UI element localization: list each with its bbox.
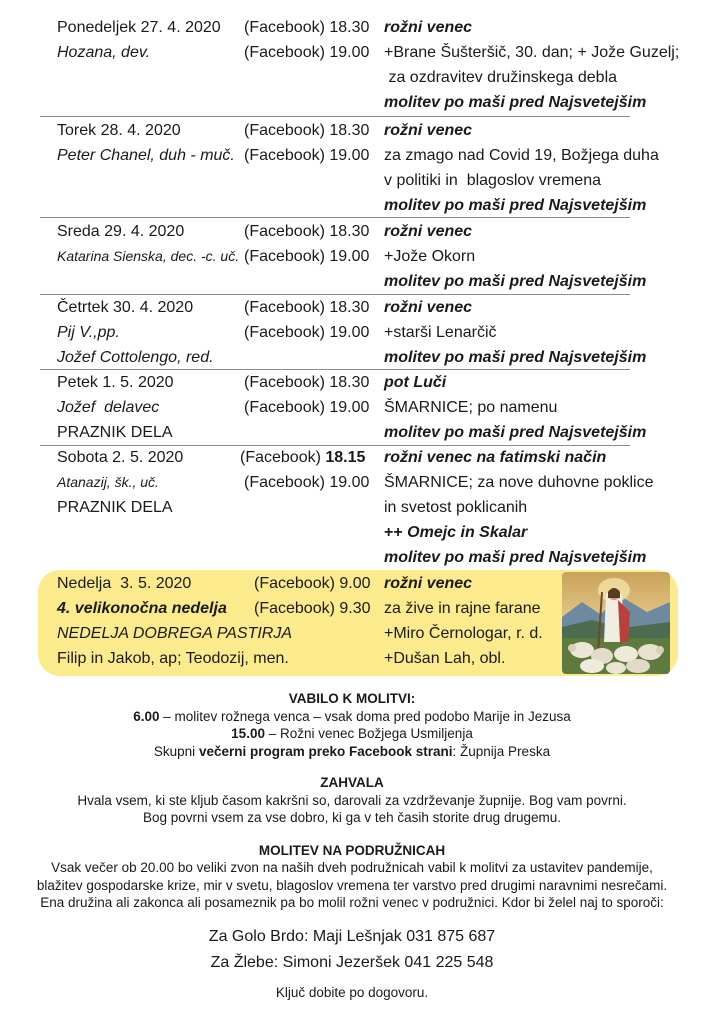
saint: Peter Chanel, duh - muč. (57, 147, 235, 164)
time-label: (Facebook) (240, 449, 326, 466)
intention: rožni venec na fatimski način (384, 449, 607, 466)
time (240, 445, 365, 470)
schedule-row (0, 445, 704, 470)
intention-prefix: ++ (384, 524, 408, 541)
saint: Atanazij, šk., uč. (57, 474, 159, 490)
prayer-text: – molitev rožnega venca – vsak doma pred podobo Marije in Jezusa (159, 708, 571, 724)
intention: rožni venec (384, 299, 473, 316)
schedule-row (0, 15, 704, 40)
divider (40, 217, 630, 218)
schedule-row (0, 90, 704, 115)
intention: ŠMARNICE; za nove duhovne poklice (384, 474, 654, 491)
intention: za zmago nad Covid 19, Božjega duha (384, 147, 659, 164)
day-date: Torek 28. 4. 2020 (57, 122, 181, 139)
intention: +Dušan Lah, obl. (384, 650, 506, 667)
time: (Facebook) 18.30 (244, 122, 370, 139)
intention: rožni venec (384, 223, 473, 240)
contact-zlebe: Za Žlebe: Simoni Jezeršek 041 225 548 (210, 953, 494, 971)
intention: +Miro Černologar, r. d. (384, 625, 543, 642)
day-date: Sobota 2. 5. 2020 (57, 449, 184, 466)
schedule-row (0, 520, 704, 545)
divider (40, 116, 630, 117)
day-date: Ponedeljek 27. 4. 2020 (57, 19, 221, 36)
intention-names: Omejc in Skalar (407, 524, 528, 541)
prayer-program: večerni program preko Facebook strani (198, 743, 453, 759)
time: (Facebook) 19.00 (244, 474, 370, 491)
thanks-line: Bog povrni vsem za vse dobro, ki ga v teh časih storite drug drugemu. (143, 810, 561, 825)
intention: za ozdravitev družinskega debla (384, 69, 618, 86)
prayer-text: – Rožni venec Božjega Usmiljenja (264, 726, 473, 741)
intention: molitev po maši pred Najsvetejšim (384, 197, 647, 214)
schedule-row (0, 219, 704, 244)
day-date: Četrtek 30. 4. 2020 (57, 299, 194, 316)
time-value: 18.15 (325, 449, 366, 466)
prayer-text: Skupni (153, 743, 199, 759)
schedule-row (0, 143, 704, 168)
day-date: Nedelja 3. 5. 2020 (57, 575, 192, 592)
saint: Katarina Sienska, dec. -c. uč. (57, 248, 240, 264)
time: (Facebook) 19.00 (244, 399, 370, 416)
sunday-title: 4. velikonočna nedelja (57, 600, 227, 617)
schedule-row (0, 168, 704, 193)
intention: v politiki in blagoslov vremena (384, 172, 601, 189)
day-date: Sreda 29. 4. 2020 (57, 223, 185, 240)
keys-note: Ključ dobite po dogovoru. (275, 984, 429, 1000)
good-shepherd-illustration (562, 572, 670, 674)
day-thursday (0, 295, 704, 370)
schedule-row (0, 269, 704, 294)
branch-line: Vsak večer ob 20.00 bo veliki zvon na naših dveh podružnicah vabil k molitvi za ustavitev pandemije, (51, 860, 653, 875)
sunday-subtitle: NEDELJA DOBREGA PASTIRJA (57, 625, 293, 642)
intention: za žive in rajne farane (384, 600, 541, 617)
intention: molitev po maši pred Najsvetejšim (384, 273, 647, 290)
feast-name: PRAZNIK DELA (57, 499, 173, 516)
prayer-invite-title: VABILO K MOLITVI: (288, 691, 416, 706)
contacts (0, 924, 704, 976)
prayer-line (0, 743, 704, 761)
announcements (0, 690, 704, 1001)
intention (384, 520, 527, 545)
schedule-row (0, 40, 704, 65)
time: (Facebook) 18.30 (244, 374, 370, 391)
time: (Facebook) 18.30 (244, 223, 370, 240)
schedule-row (0, 395, 704, 420)
time: (Facebook) 19.00 (244, 147, 370, 164)
thanks-title: ZAHVALA (320, 775, 384, 790)
branch-prayer-title: MOLITEV NA PODRUŽNICAH (258, 842, 446, 858)
saint: Hozana, dev. (57, 44, 151, 61)
saint: Jožef delavec (57, 399, 160, 416)
prayer-line (0, 725, 704, 743)
time: (Facebook) 9.30 (254, 600, 371, 617)
time: (Facebook) 19.00 (244, 324, 370, 341)
intention: ŠMARNICE; po namenu (384, 399, 558, 416)
good-shepherd-image (562, 572, 670, 674)
schedule-row (0, 193, 704, 218)
prayer-time: 6.00 (133, 708, 160, 724)
schedule-row (0, 244, 704, 269)
saint: Jožef Cottolengo, red. (57, 349, 214, 366)
intention: +Brane Šušteršič, 30. dan; + Jože Guzelj; (384, 44, 680, 61)
branch-line: Ena družina ali zakonca ali posameznik pa bo molil rožni venec v podružnici. Kdor bi želel naj to sporoči: (40, 895, 664, 910)
intention: +starši Lenarčič (384, 324, 497, 341)
schedule-row (0, 495, 704, 520)
intention: molitev po maši pred Najsvetejšim (384, 349, 647, 366)
time: (Facebook) 18.30 (244, 299, 370, 316)
day-monday (0, 15, 704, 115)
day-friday (0, 370, 704, 445)
intention: molitev po maši pred Najsvetejšim (384, 94, 647, 111)
saint: Pij V.,pp. (57, 324, 120, 341)
thanks-line: Hvala vsem, ki ste kljub časom kakršni so, darovali za vzdrževanje župnije. Bog vam povrni. (77, 792, 627, 808)
intention: rožni venec (384, 19, 473, 36)
schedule-row (0, 545, 704, 570)
schedule-row (0, 345, 704, 370)
intention: pot Luči (384, 374, 447, 391)
time: (Facebook) 9.00 (254, 575, 371, 592)
intention: rožni venec (384, 122, 473, 139)
schedule-row (0, 420, 704, 445)
intention: in svetost poklicanih (384, 499, 528, 516)
schedule-row (0, 370, 704, 395)
schedule-row (0, 320, 704, 345)
intention: +Jože Okorn (384, 248, 476, 265)
schedule-row (0, 470, 704, 495)
day-date: Petek 1. 5. 2020 (57, 374, 174, 391)
schedule-row (0, 295, 704, 320)
intention: molitev po maši pred Najsvetejšim (384, 424, 647, 441)
saint: Filip in Jakob, ap; Teodozij, men. (57, 650, 289, 667)
day-tuesday (0, 118, 704, 218)
prayer-line (0, 708, 704, 726)
feast-name: PRAZNIK DELA (57, 424, 173, 441)
prayer-text: : Župnija Preska (452, 743, 551, 759)
time: (Facebook) 19.00 (244, 248, 370, 265)
time: (Facebook) 19.00 (244, 44, 370, 61)
branch-line: blažitev gospodarske krize, mir v svetu, blagoslov vremena ter varstvo pred drugimi naravnimi nesrečami. (36, 877, 668, 893)
schedule-row (0, 118, 704, 143)
time: (Facebook) 18.30 (244, 19, 370, 36)
intention: molitev po maši pred Najsvetejšim (384, 549, 647, 566)
prayer-time: 15.00 (231, 726, 265, 741)
schedule-row (0, 65, 704, 90)
contact-golo-brdo: Za Golo Brdo: Maji Lešnjak 031 875 687 (208, 927, 496, 945)
intention: rožni venec (384, 575, 473, 592)
day-wednesday (0, 219, 704, 294)
day-saturday (0, 445, 704, 570)
